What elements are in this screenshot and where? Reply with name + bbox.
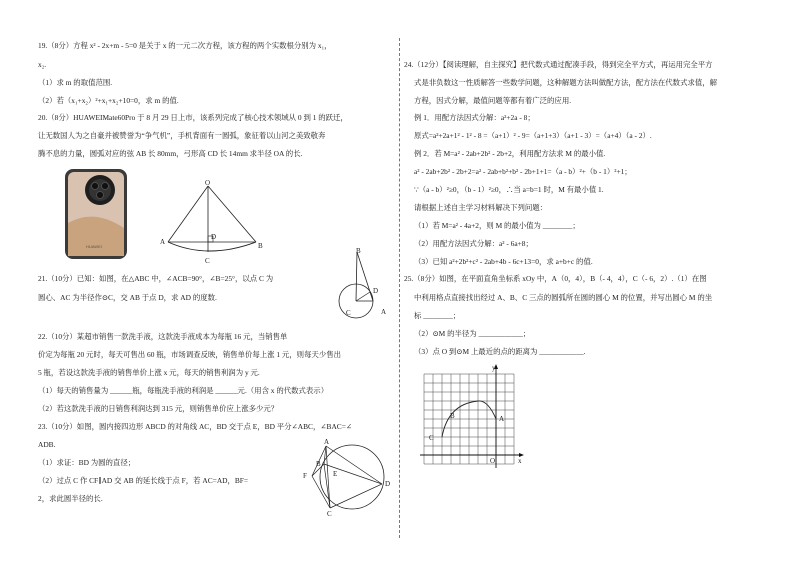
q23-label-d: D	[385, 480, 391, 488]
q23-label-b: B	[316, 460, 321, 468]
q23-label-c: C	[327, 510, 332, 518]
q24-line3: 方程，因式分解，最值问题等都有着广泛的应用.	[414, 96, 572, 105]
q21-line2: 圆心、AC 为半径作⊙C，交 AB 于点 D，求 AD 的度数.	[38, 293, 217, 302]
q21-label-b: B	[356, 247, 361, 255]
q19-sub1: （1）求 m 的取值范围.	[38, 78, 113, 87]
q23-label-f: F	[303, 472, 307, 480]
q24-prompt: 请根据上述自主学习材料解决下列问题：	[414, 203, 548, 212]
q24-line2: 式是非负数这一性质解答一些数学问题，这种解题方法叫做配方法，配方法在代数式求值，解	[414, 78, 718, 87]
q24-sub3: （3）已知 a²+2b²+c² - 2ab+4b - 6c+13=0，求 a+b+c 的值.	[414, 257, 593, 266]
q20-figure	[158, 176, 266, 268]
q23-label-a: A	[324, 438, 330, 446]
q24-ex2b: a² - 2ab+2b² - 2b+2=a² - 2ab+b²+b² - 2b+1+1=（a - b）²+（b - 1）²+1；	[414, 167, 632, 176]
q25-label-a: A	[499, 415, 505, 423]
q21-label-a: A	[381, 308, 387, 316]
q21-label-d: D	[373, 287, 379, 295]
q21-label-c: C	[346, 309, 351, 317]
q25-label-o: O	[490, 457, 496, 465]
q25-label-b: B	[450, 412, 455, 420]
q20-line3: 腾不息的力量，圆弧对应的弦 AB 长 80mm，弓形高 CD 长 14mm 求半径 OA 的长.	[38, 149, 303, 158]
phone-brand: HUAWEI	[86, 244, 102, 249]
q22-sub1: （1）每天的销售量为 ______瓶，每瓶洗手液的利润是 ______元.（用含 x 的代数式表示）	[38, 386, 329, 395]
q25-line2: 中利用格点直接找出经过 A、B、C 三点的圆弧所在圆的圆心 M 的位置，并写出圆心 M 的坐	[414, 293, 713, 302]
q25-label-y: y	[492, 364, 496, 372]
q24-ex2a: 例 2．若 M=a² - 2ab+2b² - 2b+2，利用配方法求 M 的最小值.	[414, 149, 606, 158]
q20-label-o: O	[205, 179, 211, 187]
q21-line1: 21.（10分）已知：如图，在△ABC 中，∠ACB=90°，∠B=25°，以点 C 为	[38, 274, 274, 283]
q25-grid-figure	[418, 364, 528, 474]
q20-label-d: D	[211, 233, 217, 241]
q23-sub2b: 2，求此圆半径的长.	[38, 494, 103, 503]
q20-label-b: B	[258, 242, 263, 250]
q22-sub2: （2）若这款洗手液的日销售利润达到 315 元，则销售单价应上涨多少元？	[38, 404, 279, 413]
q24-sub1: （1）若 M=a² - 4a+2，则 M 的最小值为 ________；	[414, 221, 580, 230]
q25-sub3: （3）点 O 到⊙M 上最近的点的距离为 ____________.	[414, 347, 586, 356]
q22-line2: 价定为每瓶 20 元时，每天可售出 60 瓶，市场调查反映，销售单价每上涨 1 元，则每天少售出	[38, 350, 342, 359]
q23-sub2a: （2）过点 C 作 CF∥AD 交 AB 的延长线于点 F，若 AC=AD，BF=	[38, 476, 249, 485]
q25-label-c: C	[429, 434, 434, 442]
q24-ex1b: 原式=a²+2a+1² - 1² - 8 =（a+1）² - 9=（a+1+3）（a+1 - 3）=（a+4）（a - 2）.	[414, 131, 652, 140]
q19-sub2: （2）若（x₁+x₂）²+x₁+x₂+10=0，求 m 的值.	[38, 96, 179, 105]
q23-line2: ADB.	[38, 440, 56, 449]
q23-sub1: （1）求证：BD 为圆的直径；	[38, 458, 136, 467]
q22-line3: 5 瓶，若设这款洗手液的销售单价上涨 x 元，每天的销售利润为 y 元.	[38, 368, 260, 377]
q24-sub2: （2）用配方法因式分解：a² - 6a+8；	[414, 239, 533, 248]
q23-line1: 23.（10分）如图，圆内接四边形 ABCD 的对角线 AC，BD 交于点 E，BD 平分∠ABC，∠BAC=∠	[38, 422, 353, 431]
q24-ex1a: 例 1．用配方法因式分解：a²+2a - 8；	[414, 113, 535, 122]
q23-figure	[300, 436, 392, 518]
q24-line1: 24.（12分）【阅读理解，自主探究】把代数式通过配凑手段，得到完全平方式，再运用完全平方	[404, 60, 713, 69]
q22-line1: 22.（10分）某超市销售一款洗手液，这款洗手液成本为每瓶 16 元，当销售单	[38, 332, 288, 341]
q25-label-x: x	[518, 457, 522, 465]
q25-sub2: （2）⊙M 的半径为 ____________；	[414, 329, 531, 338]
q20-line2: 让无数国人为之自豪并被赞誉为“争气机”，手机背面有一圆弧，象征着以山河之美致敬奔	[38, 131, 326, 140]
q19-line1: 19.（8分）方程 x² - 2x+m - 5=0 是关于 x 的一元二次方程，该方程的两个实数根分别为 x₁，	[38, 41, 332, 50]
q25-line1: 25.（8分）如图，在平面直角坐标系 xOy 中，A（0，4），B（- 4，4），C（- 6，2）.（1）在图	[404, 274, 707, 283]
q20-label-c: C	[205, 257, 210, 265]
q24-ex2c: ∵（a - b）²≥0，（b - 1）²≥0，∴当 a=b=1 时，M 有最小值 1.	[414, 185, 604, 194]
phone-image	[64, 168, 128, 260]
q20-line1: 20.（8分）HUAWEIMate60Pro 于 8 月 29 日上市，该系列完成了核心技术领域从 0 到 1 的跃迁，	[38, 113, 348, 122]
column-divider	[399, 38, 400, 538]
q19-line2: x₂.	[38, 60, 47, 69]
q23-label-e: E	[333, 470, 338, 478]
q21-figure	[336, 246, 396, 322]
q25-line3: 标 ________；	[414, 311, 461, 320]
q20-label-a: A	[160, 238, 166, 246]
